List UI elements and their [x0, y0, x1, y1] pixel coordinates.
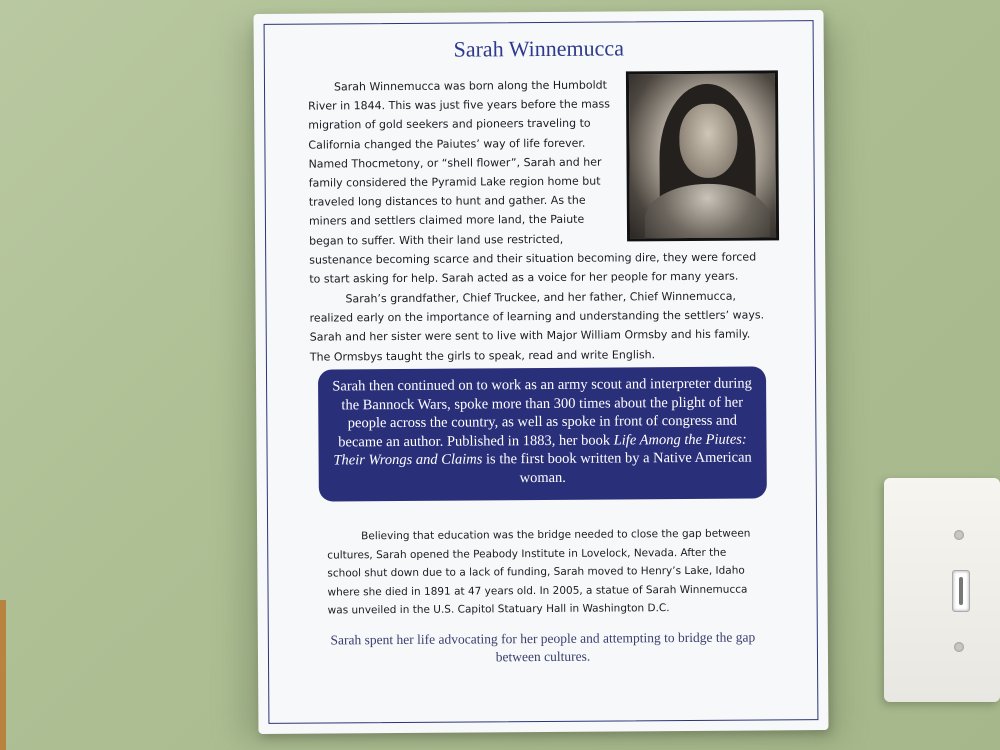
light-switch-plate — [884, 478, 1000, 702]
plaque-title: Sarah Winnemucca — [453, 35, 625, 62]
biography-paragraph-2: Sarah’s grandfather, Chief Truckee, and her father, Chief Winnemucca, realized early on the importance of learning and understanding the settlers’ ways. Sarah and her sister were sent to live with Major William Ormsby and his family. The Ormsbys taught the girls to speak, read and write English. — [309, 289, 765, 364]
portrait-photo — [626, 70, 779, 241]
top-screw — [954, 530, 964, 540]
book-title: Life Among the Piutes: Their Wrongs and Claims — [333, 431, 747, 469]
biography-paragraph-1-continued: sustenance becoming scarce and their situation becoming dire, they were forced to start asking for help. Sarah acted as a voice for her people for many years. — [309, 250, 757, 286]
portrait-face — [679, 104, 738, 178]
highlight-banner — [318, 366, 767, 501]
info-plaque — [253, 10, 828, 734]
banner-text-start: Sarah then continued on to work as an army scout and interpreter during the Bannock Wars, spoke more than 300 times about the plight of her people across the country, as well as spoke in front of congress and became an author. Published in 1883, her book — [332, 375, 752, 450]
biography-paragraph-3: Believing that education was the bridge needed to close the gap between cultures, Sarah opened the Peabody Institute in Lovelock, Nevada. After the school shut down due to a lack of funding, Sarah moved to Henry’s Lake, Idaho where she died in 1891 at 47 years old. In 2005, a statue of Sarah Winnemucca was unveiled in the U.S. Capitol Statuary Hall in Washington D.C. — [327, 527, 751, 617]
closing-statement: Sarah spent her life advocating for her people and attempting to bridge the gap between cultures. — [330, 629, 756, 665]
light-switch-toggle[interactable] — [952, 570, 970, 612]
bottom-screw — [954, 642, 964, 652]
door-frame-edge — [0, 600, 6, 750]
biography-paragraph-1: Sarah Winnemucca was born along the Humboldt River in 1844. This was just five years before the mass migration of gold seekers and pioneers traveling to California changed the Paiutes’ way of life forever. Named Thocmetony, or “shell flower”, Sarah and her family considered the Pyramid Lake region home but traveled long distances to hunt and gather. As the miners and settlers claimed more land, the Paiute began to suffer. With their land use restricted, — [308, 78, 611, 248]
banner-text-end: is the first book written by a Native American woman. — [482, 449, 752, 486]
